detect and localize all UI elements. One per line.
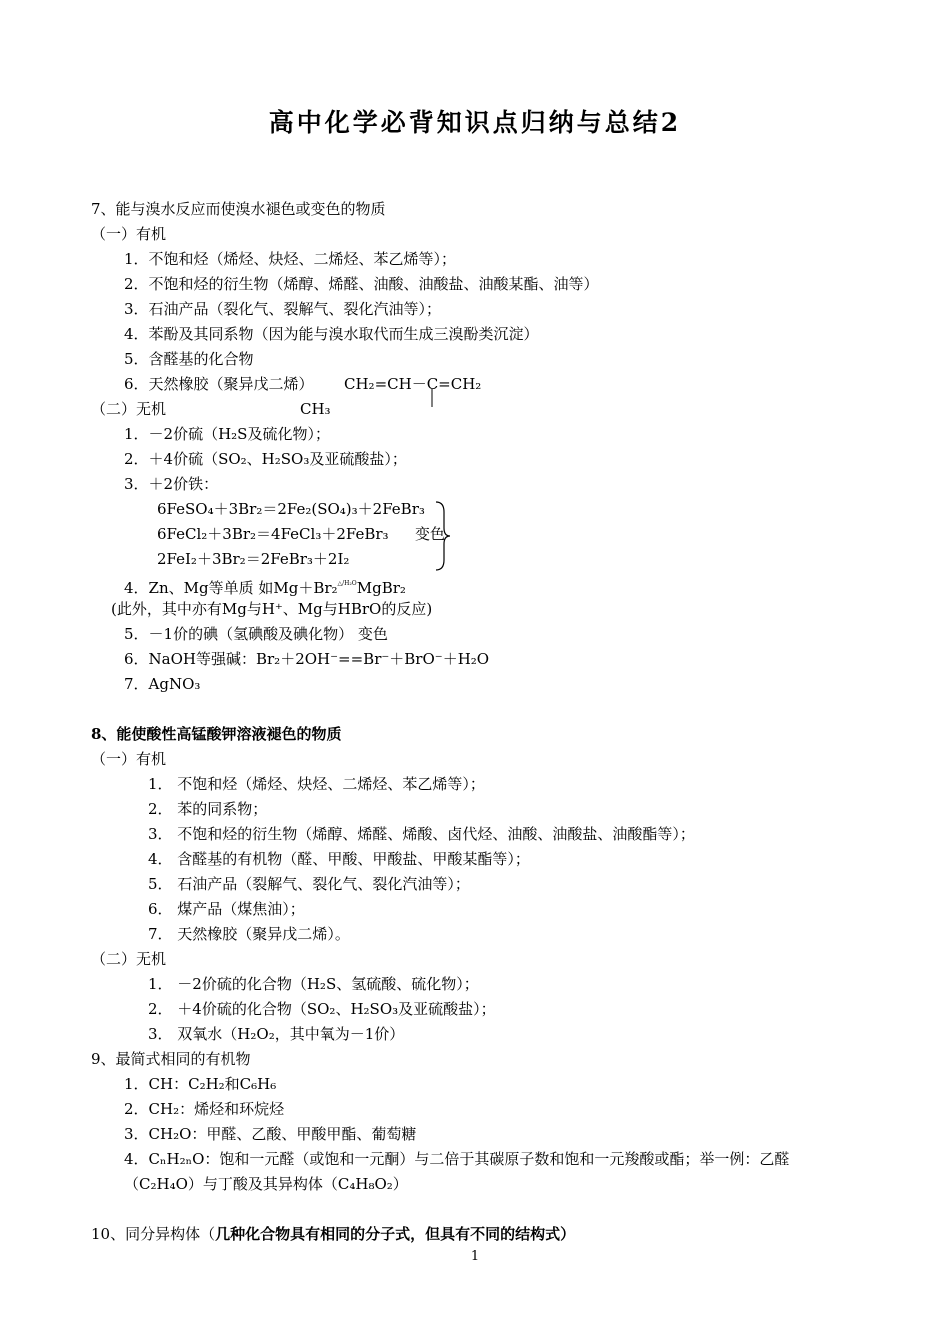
s7-inorganic-item-4 <box>124 574 406 598</box>
section-7-heading: 7、能与溴水反应而使溴水褪色或变色的物质 <box>91 200 386 218</box>
s8-organic-item-5: 5． 石油产品（裂解气、裂化气、裂化汽油等）； <box>148 875 470 893</box>
section-10-heading-b: 几种化合物具有相同的分子式，但具有不同的结构式） <box>215 1225 576 1243</box>
s9-item-1: 1．CH：C₂H₂和C₆H₆ <box>124 1075 277 1093</box>
s7-organic-item-1: 1．不饱和烃（烯烃、炔烃、二烯烃、苯乙烯等）； <box>124 250 457 268</box>
section-7-inorganic-label: （二）无机 <box>91 400 167 418</box>
reaction-condition: △/H₂O <box>337 580 357 587</box>
section-10-heading <box>91 1224 575 1244</box>
s7-inorganic-item-2: 2．＋4价硫（SO₂、H₂SO₃及亚硫酸盐）； <box>124 450 407 468</box>
s8-organic-item-6: 6． 煤产品（煤焦油）； <box>148 900 305 918</box>
right-brace <box>434 500 452 572</box>
s8-organic-item-7: 7． 天然橡胶（聚异戊二烯）。 <box>148 925 350 943</box>
section-8-organic-label: （一）有机 <box>91 750 167 768</box>
s7-inorganic-item-7: 7．AgNO₃ <box>124 675 201 693</box>
s8-organic-item-4: 4． 含醛基的有机物（醛、甲酸、甲酸盐、甲酸某酯等）； <box>148 850 530 868</box>
section-8-inorganic-label: （二）无机 <box>91 950 167 968</box>
s7-inorganic-item-6: 6．NaOH等强碱：Br₂＋2OH⁻==Br⁻＋BrO⁻＋H₂O <box>124 650 490 668</box>
iron-note: 变色 <box>415 525 446 543</box>
s7-organic-item-2: 2．不饱和烃的衍生物（烯醇、烯醛、油酸、油酸盐、油酸某酯、油等） <box>124 275 599 293</box>
s9-item-4: 4．CₙH₂ₙO：饱和一元醛（或饱和一元酮）与二倍于其碳原子数和饱和一元羧酸或酯；举一例：乙醛 <box>124 1150 790 1168</box>
s9-item-4-continued: （C₂H₄O）与丁酸及其异构体（C₄H₈O₂） <box>124 1175 408 1193</box>
s7-inorganic-item-3: 3．＋2价铁： <box>124 475 219 493</box>
s7-inorganic-item-5: 5．－1价的碘（氢碘酸及碘化物） 变色 <box>124 625 388 643</box>
s7-inorganic-item-1: 1．－2价硫（H₂S及硫化物）； <box>124 425 330 443</box>
s9-item-2: 2．CH₂：烯烃和环烷烃 <box>124 1100 285 1118</box>
s8-organic-item-2: 2． 苯的同系物； <box>148 800 268 818</box>
section-10-heading-a: 10、同分异构体（ <box>91 1225 216 1243</box>
s8-organic-item-1: 1． 不饱和烃（烯烃、炔烃、二烯烃、苯乙烯等）； <box>148 775 485 793</box>
s9-item-3: 3．CH₂O：甲醛、乙酸、甲酸甲酯、葡萄糖 <box>124 1125 417 1143</box>
zn-mg-text: 4．Zn、Mg等单质 如Mg＋Br₂ <box>124 579 338 597</box>
page-number: 1 <box>470 1249 480 1264</box>
bond-line <box>430 389 434 407</box>
s7-organic-item-4: 4．苯酚及其同系物（因为能与溴水取代而生成三溴酚类沉淀） <box>124 325 539 343</box>
s7-organic-item-6: 6．天然橡胶（聚异戊二烯） <box>124 375 314 393</box>
iron-equation-2: 6FeCl₂＋3Br₂＝4FeCl₃＋2FeBr₃ <box>157 525 389 543</box>
section-7-organic-label: （一）有机 <box>91 225 167 243</box>
s8-inorganic-item-2: 2． ＋4价硫的化合物（SO₂、H₂SO₃及亚硫酸盐）； <box>148 1000 496 1018</box>
page-title: 高中化学必背知识点归纳与总结2 <box>268 108 682 137</box>
s7-organic-item-5: 5．含醛基的化合物 <box>124 350 254 368</box>
section-9-heading: 9、最简式相同的有机物 <box>91 1050 251 1068</box>
s8-organic-item-3: 3． 不饱和烃的衍生物（烯醇、烯醛、烯酸、卤代烃、油酸、油酸盐、油酸酯等）； <box>148 825 695 843</box>
s7-extra-note: (此外，其中亦有Mg与H⁺、Mg与HBrO的反应) <box>111 600 433 618</box>
iron-equation-3: 2FeI₂＋3Br₂＝2FeBr₃＋2I₂ <box>157 550 350 568</box>
rubber-branch: CH₃ <box>300 400 331 418</box>
section-8-heading: 8、能使酸性高锰酸钾溶液褪色的物质 <box>91 725 342 743</box>
rubber-formula: CH₂=CH－C=CH₂ <box>344 375 482 393</box>
s8-inorganic-item-3: 3． 双氧水（H₂O₂，其中氧为－1价） <box>148 1025 405 1043</box>
s7-organic-item-3: 3．石油产品（裂化气、裂解气、裂化汽油等）； <box>124 300 442 318</box>
iron-equation-1: 6FeSO₄＋3Br₂＝2Fe₂(SO₄)₃＋2FeBr₃ <box>157 500 425 518</box>
s8-inorganic-item-1: 1． －2价硫的化合物（H₂S、氢硫酸、硫化物）； <box>148 975 479 993</box>
zn-mg-product: MgBr₂ <box>356 579 406 597</box>
